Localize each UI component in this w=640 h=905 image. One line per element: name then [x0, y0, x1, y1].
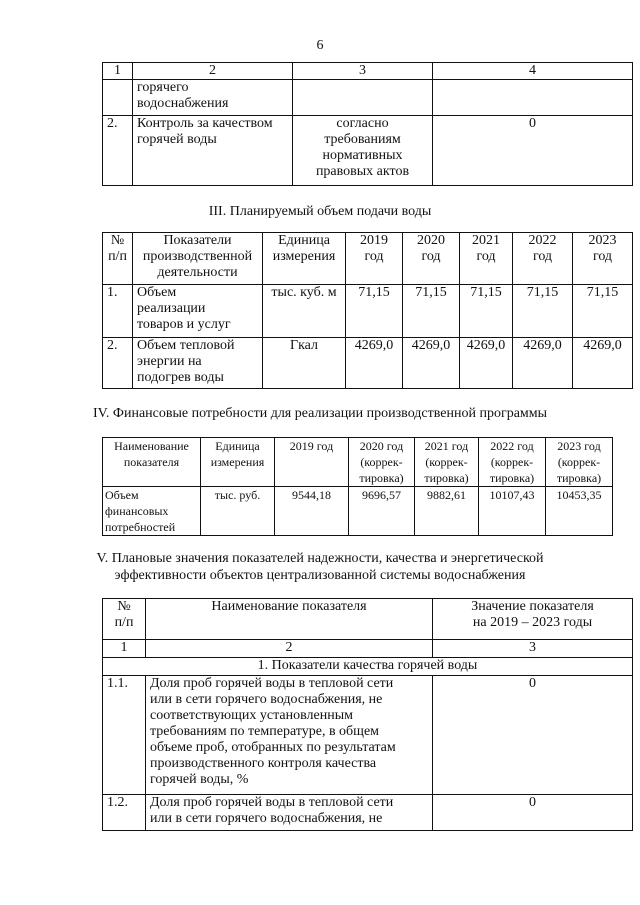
table-cell: горячего водоснабжения	[133, 80, 293, 116]
table-cell: 9882,61	[415, 487, 479, 536]
column-header: 2019 год	[275, 438, 349, 487]
col-number-3: 3	[433, 640, 633, 658]
column-header: 2021 год (коррек- тировка)	[415, 438, 479, 487]
column-header: 2021 год	[460, 233, 513, 285]
table-cell: Объем реализации товаров и услуг	[133, 285, 263, 338]
column-header: Показатели производственной деятельности	[133, 233, 263, 285]
row-number: 1.1.	[103, 676, 146, 795]
col-number-4: 4	[433, 63, 633, 80]
table-cell	[293, 80, 433, 116]
table-cell: 0	[433, 116, 633, 186]
column-header: Единица измерения	[263, 233, 346, 285]
column-header: 2023 год (коррек- тировка)	[546, 438, 613, 487]
row-number: 2.	[103, 116, 133, 186]
column-header: № п/п	[103, 599, 146, 640]
column-header: 2020 год (коррек- тировка)	[349, 438, 415, 487]
table-cell: Объем тепловой энергии на подогрев воды	[133, 338, 263, 389]
section-title-4: IV. Финансовые потребности для реализации производственной программы	[92, 406, 548, 421]
section-title-3: III. Планируемый объем подачи воды	[208, 204, 432, 219]
table-cell: 4269,0	[513, 338, 573, 389]
table-cell: Доля проб горячей воды в тепловой сети или в сети горячего водоснабжения, не	[146, 795, 433, 831]
table-cell: 71,15	[573, 285, 633, 338]
table-cell: 4269,0	[403, 338, 460, 389]
col-number-2: 2	[133, 63, 293, 80]
col-number-1: 1	[103, 640, 146, 658]
column-header: Наименование показателя	[146, 599, 433, 640]
column-header: 2019 год	[346, 233, 403, 285]
table-cell: 71,15	[460, 285, 513, 338]
col-number-2: 2	[146, 640, 433, 658]
financial-needs-table	[102, 437, 613, 536]
table-cell: 71,15	[513, 285, 573, 338]
table-cell: тыс. куб. м	[263, 285, 346, 338]
column-header: Наименование показателя	[103, 438, 201, 487]
group-header: 1. Показатели качества горячей воды	[103, 658, 633, 676]
col-number-3: 3	[293, 63, 433, 80]
row-number: 1.2.	[103, 795, 146, 831]
column-header: Единица измерения	[201, 438, 275, 487]
table-cell: Гкал	[263, 338, 346, 389]
table-cell: 9544,18	[275, 487, 349, 536]
table-cell: 10453,35	[546, 487, 613, 536]
table-cell: Объем финансовых потребностей	[103, 487, 201, 536]
table-cell: тыс. руб.	[201, 487, 275, 536]
page-number: 6	[316, 38, 324, 53]
water-supply-volume-table	[102, 232, 633, 389]
continuation-table	[102, 62, 633, 186]
table-cell	[433, 80, 633, 116]
column-header: 2023 год	[573, 233, 633, 285]
table-cell: 4269,0	[573, 338, 633, 389]
table-cell: 4269,0	[460, 338, 513, 389]
column-header: Значение показателя на 2019 – 2023 годы	[433, 599, 633, 640]
column-header: 2020 год	[403, 233, 460, 285]
table-cell: 0	[433, 676, 633, 795]
table-cell: согласно требованиям нормативных правовых актов	[293, 116, 433, 186]
table-cell: Контроль за качеством горячей воды	[133, 116, 293, 186]
table-cell: 0	[433, 795, 633, 831]
table-cell: Доля проб горячей воды в тепловой сети или в сети горячего водоснабжения, не соответствующих установленным требованиям по температуре, в общем объеме проб, отобранных по результатам производственного контроля качества горячей воды, %	[146, 676, 433, 795]
column-header: 2022 год (коррек- тировка)	[479, 438, 546, 487]
col-number-1: 1	[103, 63, 133, 80]
column-header: 2022 год	[513, 233, 573, 285]
column-header: № п/п	[103, 233, 133, 285]
table-cell: 9696,57	[349, 487, 415, 536]
row-number: 2.	[103, 338, 133, 389]
table-cell: 71,15	[403, 285, 460, 338]
table-cell: 71,15	[346, 285, 403, 338]
indicators-table	[102, 598, 633, 831]
table-cell: 10107,43	[479, 487, 546, 536]
row-number: 1.	[103, 285, 133, 338]
table-cell: 4269,0	[346, 338, 403, 389]
section-title-5: V. Плановые значения показателей надежности, качества и энергетической эффективности объектов централизованной системы водоснабжения	[96, 551, 544, 583]
table-cell	[103, 80, 133, 116]
